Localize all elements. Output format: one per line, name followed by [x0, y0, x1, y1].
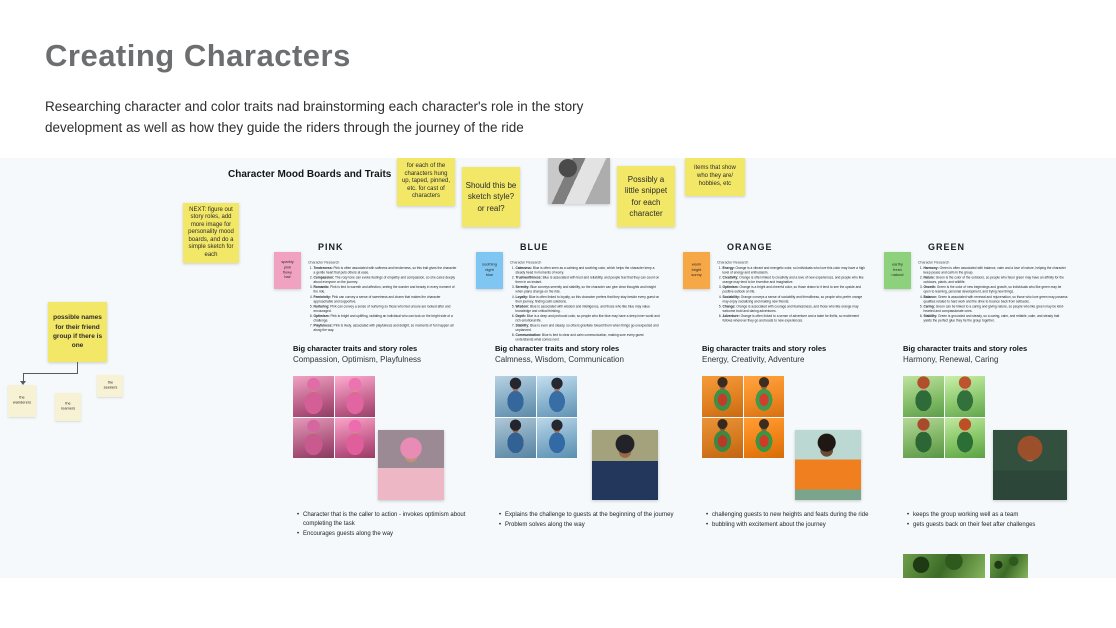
traits-heading: Big character traits and story roles: [293, 344, 418, 353]
connector-line: [77, 362, 78, 373]
research-title: Character Research: [510, 261, 542, 265]
moodboard-tile: [945, 376, 986, 417]
sticky-group-name-seekers: [97, 375, 123, 397]
research-list: 1. Energy: Orange is a vibrant and energetic color, so individuals who love this color may have a high level of energy and enthusiasm. 2. Creativity: Orange is often linked to creativity and a love of new experiences, and people who like orange may tend to be inventive and imaginative. 3. Optimism: Orange is a bright and cheerful color, so those drawn to it tend to see the upside and positive outlook on life. 4. Sociability: Orange conveys a sense of sociability and friendliness, so people who prefer orange may enjoy socializing and making new friends. 5. Change: Orange is associated with courage and fearlessness, and those who like orange may welcome bold and daring adventures. 6. Adventure: Orange is often linked to a sense of adventure and a taste for thrills, so excitement follows wherever they go and leads to new experiences.: [717, 266, 867, 323]
research-title: Character Research: [918, 261, 950, 265]
sticky-friend-group: possible names for their friend group if there is one: [48, 302, 107, 362]
moodboard-tile: [335, 418, 376, 459]
column-pink: [281, 158, 488, 578]
story-role-bullets: • keeps the group working well as a team • gets guests back on their feet after challenges: [906, 511, 1086, 531]
page-subtitle: Researching character and color traits nad brainstorming each character's role in the story development as well as how they guide the riders through the journey of the ride: [45, 99, 584, 136]
story-role-bullets: • challenging guests to new heights and feats during the ride • bubbling with excitement about the journey: [705, 511, 885, 531]
palette-sticky-blue: [476, 252, 503, 289]
story-role-bullets: • Explains the challenge to guests at the beginning of the journey • Problem solves along the way: [498, 511, 678, 531]
sticky-snippet-note: Possibly a little snippet for each character: [617, 166, 675, 227]
group-name-text: the roamers: [60, 401, 76, 411]
moodboard-tile: [903, 418, 944, 459]
group-name-text: the wanderers: [12, 395, 32, 405]
moodboard-tile: [744, 418, 785, 459]
page-title: Creating Characters: [45, 38, 351, 73]
research-notes: [510, 261, 660, 341]
palette-sticky-green: [884, 252, 911, 289]
column-title: BLUE: [520, 242, 549, 252]
palette-sticky-pink: [274, 252, 301, 289]
character-moodboard-grid-orange: [702, 376, 784, 458]
moodboard-tile: [702, 376, 743, 417]
moodboard-tile: [903, 376, 944, 417]
sticky-group-name-wanderers: [8, 385, 36, 417]
character-reference-photo-green: [993, 430, 1067, 500]
column-title: GREEN: [928, 242, 966, 252]
forest-reference-image: [903, 554, 985, 578]
moodboard-tile: [537, 418, 578, 459]
sticky-identity-items-note: items that show who they are/ hobbies, etc: [685, 158, 745, 196]
sticky-next-steps: NEXT: figure out story roles, add more image for personality mood boards, and do a simple sketch for each: [183, 203, 239, 263]
palette-note-text: soothing night blue: [482, 262, 497, 277]
moodboard-tile: [495, 418, 536, 459]
traits-heading: Big character traits and story roles: [702, 344, 827, 353]
moodboard-tile: [335, 376, 376, 417]
connector-line: [23, 373, 24, 381]
character-reference-photo-blue: [592, 430, 658, 500]
traits-summary: Calmness, Wisdom, Communication: [495, 355, 624, 364]
board-heading: Character Mood Boards and Traits: [228, 169, 392, 180]
palette-note-text: warm bright sunny: [691, 262, 702, 277]
traits-summary: Energy, Creativity, Adventure: [702, 355, 805, 364]
research-list: 1. Calmness: Blue is often seen as a calming and soothing color, which helps the character keep a steady head in moments of worry. 2. Trustworthiness: Blue is associated with trust and reliability, and people feel that they can count on them in an instant. 3. Serenity: Blue conveys serenity and stability, so the character can give clear thoughts and insight when plans change on the ride. 4. Loyalty: Blue is often linked to loyalty, so this character prefers that they stay beside every guest on their journey, finding calm solutions. 5. Wisdom: Blue is associated with wisdom and intelligence, and those who like blue may value knowledge and critical thinking. 6. Depth: Blue is a deep and profound color, so people who like blue may have a deep inner world and rich emotional life. 7. Stability: Blue is even and steady, so others gravitate toward them when things go unexpected and unplanned. 8. Communication: Blue is tied to clear and calm communication, making sure every guest understands what comes next.: [510, 266, 660, 342]
moodboard-tile: [702, 418, 743, 459]
connector-line: [23, 373, 78, 374]
sticky-hung-up-note: for each of the characters hung up, taped, pinned, etc. for cast of characters: [397, 158, 455, 206]
research-notes: [918, 261, 1068, 341]
column-green: [891, 158, 1098, 578]
moodboard-tile: [537, 376, 578, 417]
research-notes: [308, 261, 458, 341]
moodboard-canvas: [0, 158, 1116, 578]
traits-heading: Big character traits and story roles: [495, 344, 620, 353]
sticky-group-name-roamers: [55, 393, 81, 421]
research-title: Character Research: [717, 261, 749, 265]
palette-note-text: sparkly pink flowy hair: [281, 260, 294, 280]
traits-heading: Big character traits and story roles: [903, 344, 1028, 353]
research-notes: [717, 261, 867, 341]
moodboard-tile: [293, 418, 334, 459]
moodboard-tile: [293, 376, 334, 417]
sticky-sketch-question: Should this be sketch style? or real?: [462, 167, 520, 227]
moodboard-tile: [945, 418, 986, 459]
story-role-bullets: • Character that is the caller to action - invokes optimism about completing the task • Encourages guests along the way: [296, 511, 476, 540]
research-title: Character Research: [308, 261, 340, 265]
research-list: 1. Tenderness: Pink is often associated with softness and tenderness, so this trait gives the character a gentle heart that puts others at ease. 2. Compassion: The rosy tone can evoke feelings of empathy and compassion, so she cares deeply about everyone on the journey. 3. Romantic: Pink is tied to warmth and affection, seeing the wonder and beauty in every moment of the ride. 4. Femininity: Pink can convey a sense of sweetness and charm that makes the character approachable and supportive. 5. Nurturing: Pink can convey a sense of nurturing so those who feel unsure are looked after and encouraged. 6. Optimism: Pink is bright and uplifting, radiating an individual who can look on the bright side of a challenge. 7. Playfulness: Pink is lively, associated with playfulness and delight, so moments of fun happen all along the way.: [308, 266, 458, 333]
group-name-text: the seekers: [103, 380, 117, 390]
character-reference-photo-pink: [378, 430, 444, 500]
character-reference-photo-orange: [795, 430, 861, 500]
moodboard-tile: [495, 376, 536, 417]
character-moodboard-grid-blue: [495, 376, 577, 458]
forest-reference-image: [990, 554, 1028, 578]
traits-summary: Compassion, Optimism, Playfulness: [293, 355, 422, 364]
palette-note-text: earthy fresh natural: [891, 262, 904, 277]
character-moodboard-grid-green: [903, 376, 985, 458]
column-title: ORANGE: [727, 242, 773, 252]
palette-sticky-orange: [683, 252, 710, 289]
column-title: PINK: [318, 242, 344, 252]
research-list: 1. Harmony: Green is often associated with balance, calm and a love of nature, helping the character keep peace and calm in the group. 2. Nature: Green is the color of the outdoors, so people who favor green may have an affinity for the outdoors, plants, and wildlife. 3. Growth: Green is the color of new beginnings and growth, so individuals who like green may be open to learning, personal development, and trying new things. 4. Balance: Green is associated with renewal and rejuvenation, so those who love green may possess qualities related to hard work and the drive to bounce back from setbacks. 5. Caring: Green can be linked to a caring and giving nature, so people who like green may be kind-hearted and compassionate ones. 6. Stability: Green is grounded and steady, so a caring, calm, and reliable, calm, and steady trait yields the perfect glue they tie the group together.: [918, 266, 1068, 323]
character-moodboard-grid-pink: [293, 376, 375, 458]
traits-summary: Harmony, Renewal, Caring: [903, 355, 999, 364]
moodboard-tile: [744, 376, 785, 417]
